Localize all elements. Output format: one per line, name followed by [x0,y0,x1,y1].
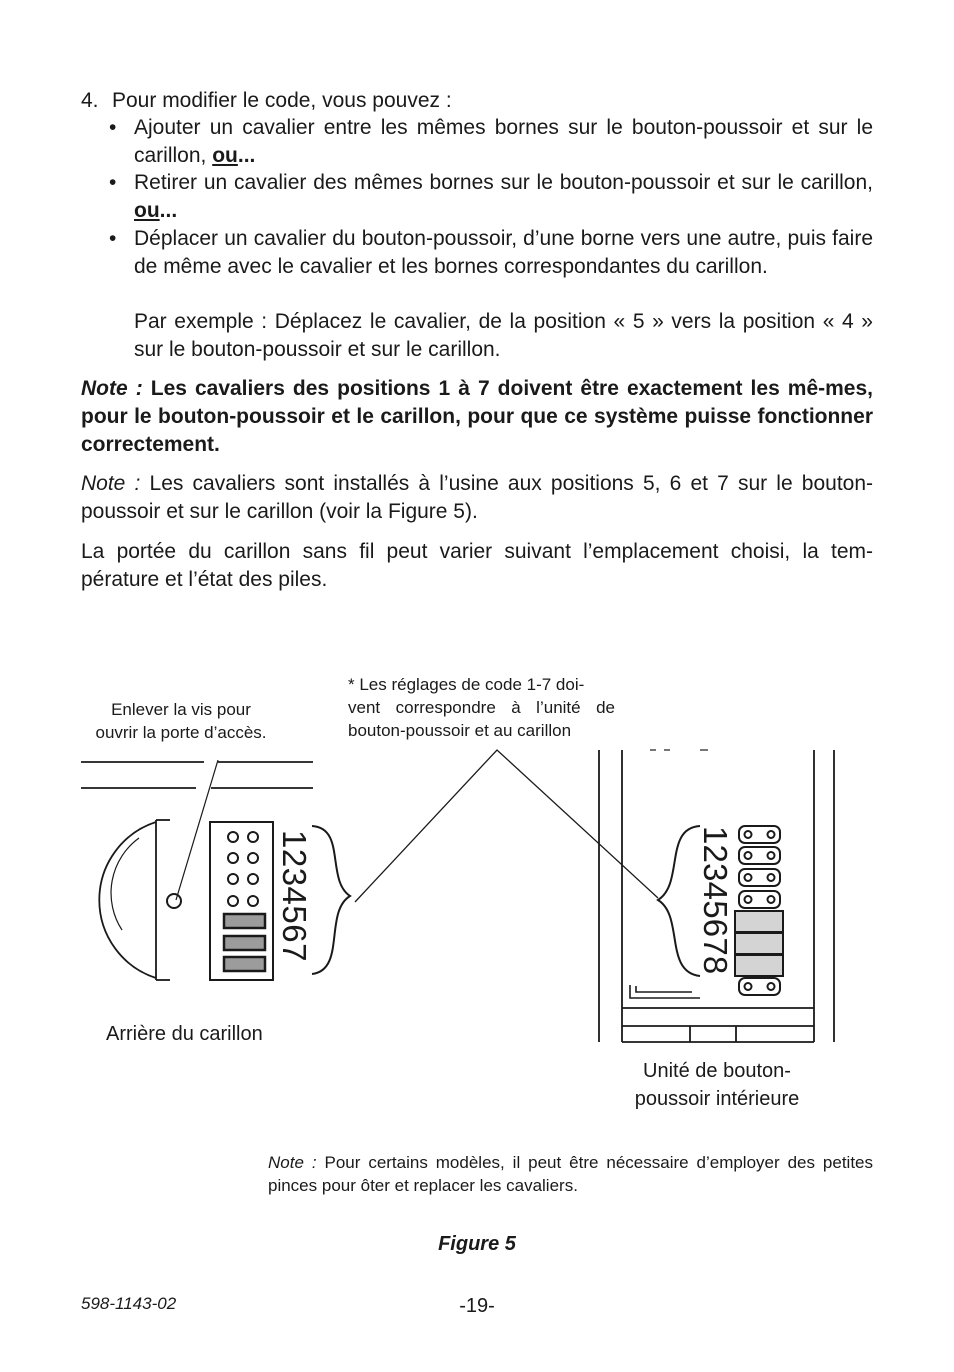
chime-caption: Arrière du carillon [106,1023,263,1045]
bullet-or: ou [212,144,238,167]
push-caption-line: poussoir intérieure [634,1088,800,1110]
bullet-or: ou [134,199,160,222]
document-number: 598-1143-02 [81,1294,177,1313]
chime-position-digits: 1234567 [276,830,313,962]
step-number: 4. [81,89,99,112]
bullet-text: Ajouter un cavalier entre les mêmes bornes sur le bouton-poussoir et sur le carillon, [134,116,873,167]
figure-note-label: Note : [268,1153,317,1172]
chime-pins [228,832,258,906]
chime-brace [312,826,350,974]
callout-leader [355,750,658,902]
push-button-caption [604,1057,830,1113]
bullet-marker: • [109,116,117,139]
callout-screw-line: ouvrir la porte d’accès. [95,723,267,742]
note-text: Les cavaliers des positions 1 à 7 doivent être exactement les mê-mes, pour le bouton-poussoir et le carillon, pour que ce système puisse fonctionner correctement. [81,377,873,456]
bullet-marker: • [109,171,117,194]
bullet-ellipsis: ... [237,144,256,167]
page-number: -19- [459,1295,495,1317]
callout-code-line: * Les réglages de code 1-7 doi- [348,675,585,694]
note-text: Les cavaliers sont installés à l’usine aux positions 5, 6 et 7 sur le bouton-poussoir et sur le carillon (voir la Figure 5). [81,472,873,523]
chime-jumpers [224,914,265,971]
note-label: Note : [81,472,141,495]
bullet-text: Déplacer un cavalier du bouton-poussoir, d’une borne vers une autre, puis faire de même avec le cavalier et les bornes correspondantes du carillon. [134,227,873,278]
step-intro: Pour modifier le code, vous pouvez : [112,89,452,112]
note-label: Note : [81,377,143,400]
callout-screw-line: Enlever la vis pour [111,700,251,719]
push-brace [658,826,700,976]
push-jumpers [735,911,783,976]
example-text: Par exemple : Déplacez le cavalier, de la position « 5 » vers la position « 4 » sur le bouton-poussoir et sur le carillon. [134,310,873,361]
screw-icon [167,894,181,908]
figure-note-text: Pour certains modèles, il peut être nécessaire d’employer des petites pinces pour ôter et replacer les cavaliers. [268,1153,874,1195]
push-caption-line: Unité de bouton- [643,1060,791,1082]
callout-code-line: vent correspondre à l’unité de [348,698,615,717]
figure-caption: Figure 5 [438,1233,516,1255]
range-paragraph: La portée du carillon sans fil peut varier suivant l’emplacement choisi, la tem-pérature et l’état des piles. [81,540,873,591]
callout-code-line: bouton-poussoir et au carillon [348,721,572,740]
bullet-ellipsis: ... [159,199,178,222]
push-position-digits: 12345678 [697,826,734,975]
bullet-marker: • [109,227,117,250]
figure-note [268,1151,873,1197]
bullet-text: Retirer un cavalier des mêmes bornes sur le bouton-poussoir et sur le carillon, [134,171,873,194]
